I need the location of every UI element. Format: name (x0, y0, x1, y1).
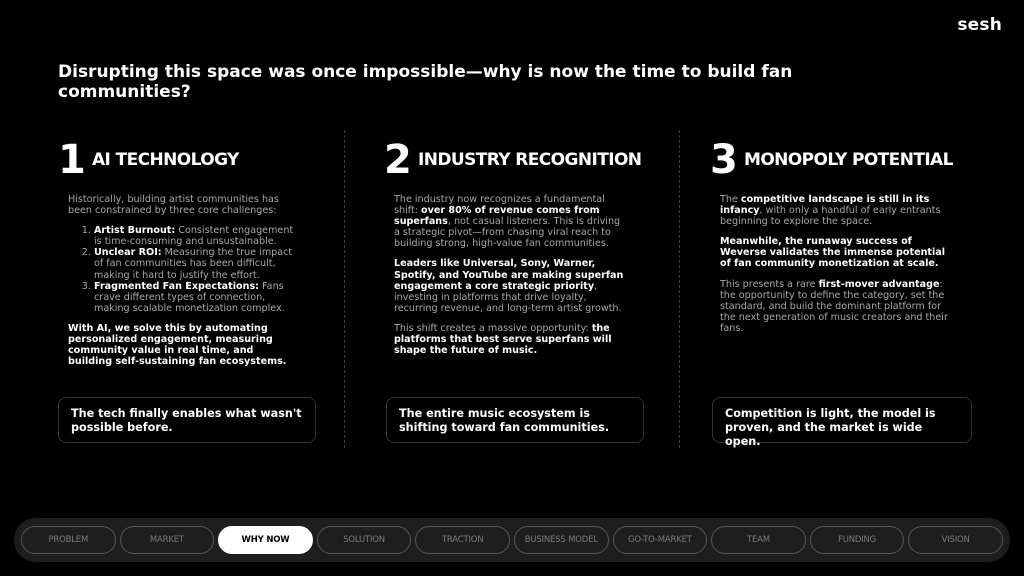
body-text: Consistent engagement is time-consuming and unsustainable. (94, 225, 294, 248)
emphasis-text: Unclear ROI: (94, 247, 162, 259)
body-text: This presents a rare (720, 278, 819, 290)
column-number: 2 (384, 137, 412, 183)
emphasis-text: Fragmented Fan Expectations: (94, 280, 259, 292)
emphasis-text: over 80% of revenue comes from superfans (394, 205, 600, 228)
paragraph (720, 236, 952, 269)
column-number: 3 (710, 137, 738, 183)
nav-tab-vision[interactable]: VISION (908, 526, 1003, 554)
body-text: : the opportunity to define the category, set the standard, and build the dominant platform for the next generation of music creators and their fans. (720, 278, 948, 334)
column-monopoly-potential (710, 138, 972, 343)
nav-tab-traction[interactable]: TRACTION (415, 526, 510, 554)
column-header (58, 138, 320, 182)
paragraph (394, 323, 626, 356)
emphasis-text: Artist Burnout: (94, 225, 176, 237)
emphasis-text: competitive landscape is still in its infancy (720, 194, 930, 217)
nav-tab-funding[interactable]: FUNDING (810, 526, 905, 554)
column-industry-recognition (384, 138, 646, 365)
body-text: Measuring the true impact of fan communities has been difficult, making it hard to justify the effort. (94, 247, 293, 281)
body-text: Fans crave different types of connection, making scalable monetization complex. (94, 280, 285, 314)
nav-tab-go-to-market[interactable]: GO-TO-MARKET (613, 526, 708, 554)
nav-tab-solution[interactable]: SOLUTION (317, 526, 412, 554)
list-item (94, 281, 300, 314)
column-ai-technology (58, 138, 320, 376)
emphasis-text: Leaders like Universal, Sony, Warner, Spotify, and YouTube are making superfan engagement a core strategic priority (394, 258, 624, 292)
paragraph (68, 323, 300, 367)
nav-tab-market[interactable]: MARKET (120, 526, 215, 554)
list-item (94, 225, 300, 247)
callout-box-ai-technology: The tech finally enables what wasn't possible before. (58, 397, 316, 443)
column-number: 1 (58, 137, 86, 183)
nav-tab-problem[interactable]: PROBLEM (21, 526, 116, 554)
body-text: The (720, 194, 741, 205)
column-title: INDUSTRY RECOGNITION (418, 150, 642, 170)
column-divider (679, 130, 680, 448)
emphasis-text: the platforms that best serve superfans will shape the future of music. (394, 322, 612, 357)
paragraph (394, 194, 626, 249)
column-title: AI TECHNOLOGY (92, 150, 239, 170)
column-body (710, 194, 952, 334)
column-body (384, 194, 626, 356)
paragraph (68, 194, 300, 216)
column-header (384, 138, 646, 182)
paragraph (394, 258, 626, 313)
page-title: Disrupting this space was once impossible—why is now the time to build fan communities? (58, 62, 793, 102)
body-text: Historically, building artist communities has been constrained by three core challenges: (68, 194, 279, 217)
body-text: , with only a handful of early entrants beginning to explore the space. (720, 205, 941, 228)
callout-box-industry-recognition: The entire music ecosystem is shifting toward fan communities. (386, 397, 644, 443)
body-text: The industry now recognizes a fundamental shift: (394, 194, 605, 217)
column-divider (344, 130, 345, 448)
list-item (94, 247, 300, 280)
brand-logo: sesh (957, 15, 1002, 35)
nav-tab-why-now[interactable]: WHY NOW (218, 526, 313, 554)
nav-tab-business-model[interactable]: BUSINESS MODEL (514, 526, 609, 554)
emphasis-text: first-mover advantage (818, 278, 940, 290)
paragraph (720, 279, 952, 334)
paragraph (720, 194, 952, 227)
body-text: This shift creates a massive opportunity: (394, 322, 592, 334)
section-nav-bar (14, 518, 1010, 562)
column-body (58, 194, 300, 367)
challenge-list (68, 225, 300, 314)
column-title: MONOPOLY POTENTIAL (744, 150, 953, 170)
emphasis-text: With AI, we solve this by automating personalized engagement, measuring community value in real time, and building self-sustaining fan ecosystems. (68, 322, 287, 368)
body-text: , investing in platforms that drive loyalty, recurring revenue, and long-term artist growth. (394, 280, 622, 314)
body-text: , not casual listeners. This is driving a strategic pivot—from chasing viral reach to building strong, high-value fan communities. (394, 216, 621, 250)
nav-tab-team[interactable]: TEAM (711, 526, 806, 554)
column-header (710, 138, 972, 182)
callout-box-monopoly-potential: Competition is light, the model is proven, and the market is wide open. (712, 397, 972, 443)
emphasis-text: Meanwhile, the runaway success of Weverse validates the immense potential of fan community monetization at scale. (720, 236, 946, 270)
